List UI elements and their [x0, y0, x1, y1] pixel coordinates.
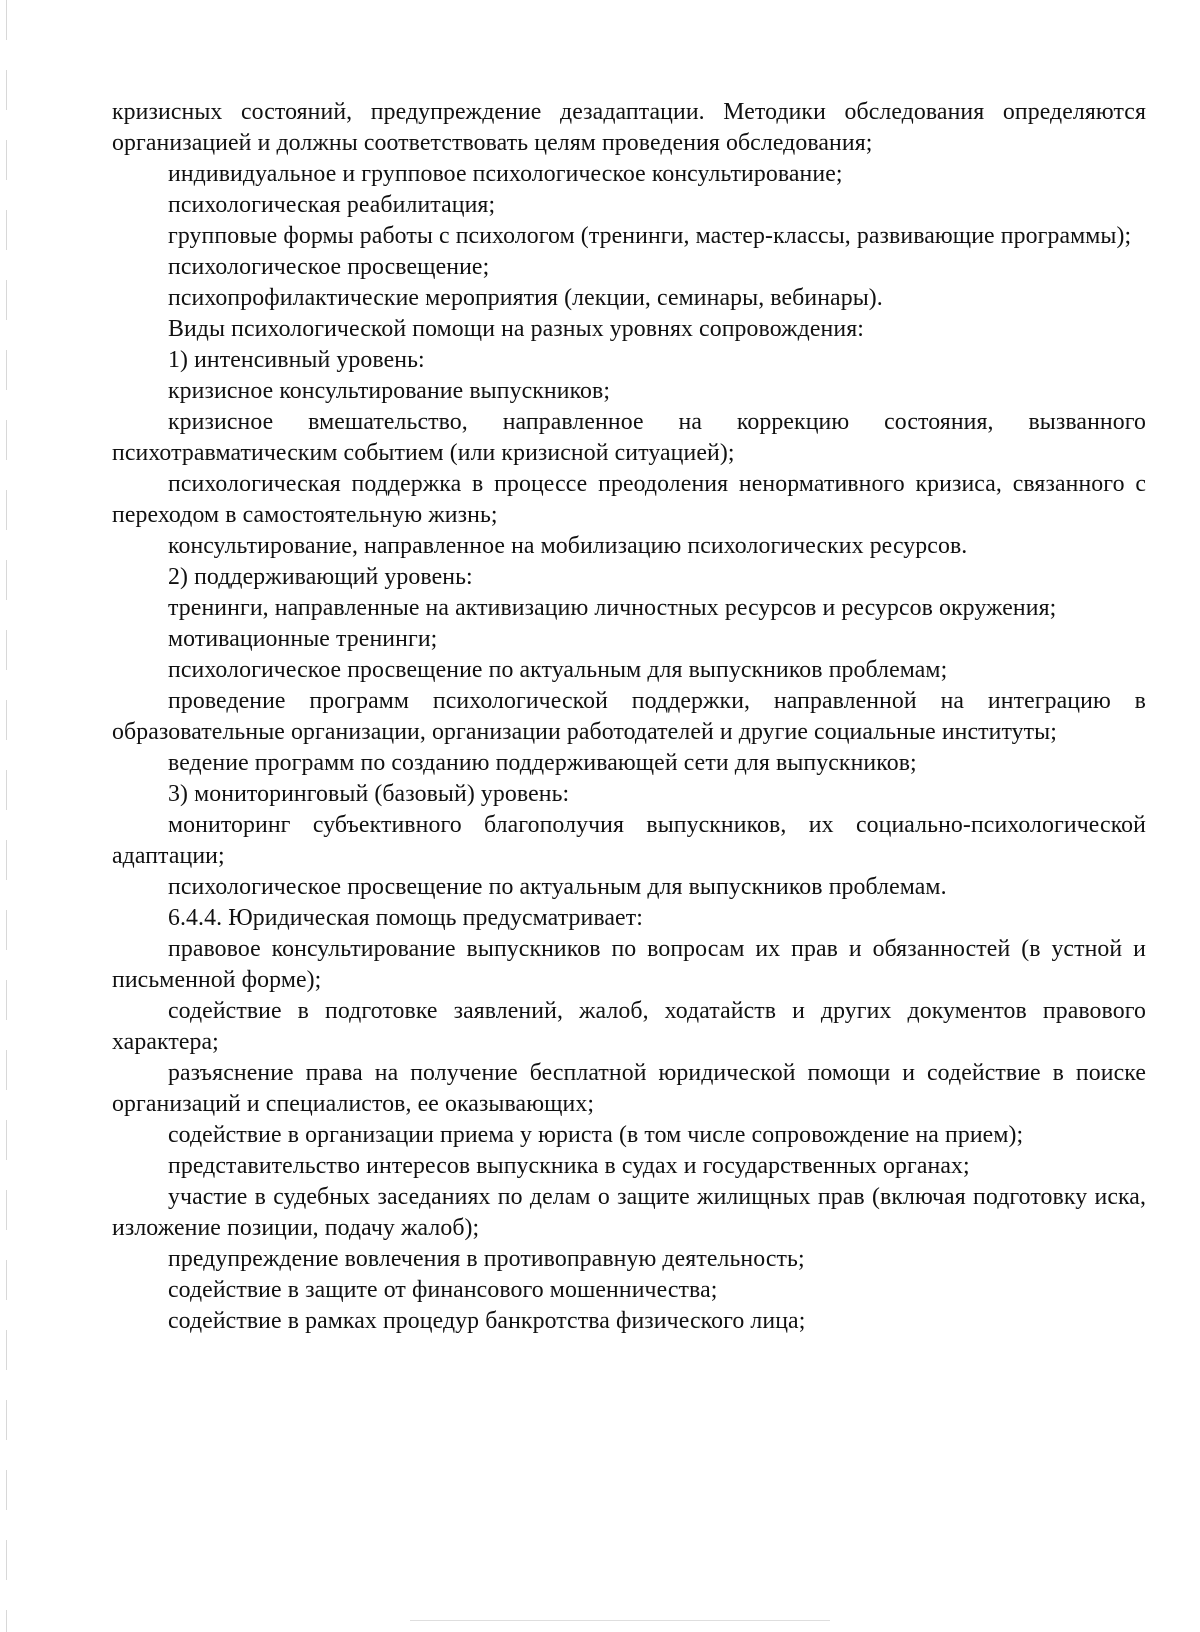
list-item: ведение программ по созданию поддерживающей сети для выпускников; — [168, 750, 917, 776]
list-item: мониторинг субъективного благополучия выпускников, их социально-психологической адаптации; — [112, 812, 1146, 869]
list-item: психологическое просвещение; — [168, 254, 490, 280]
list-item: проведение программ психологической поддержки, направленной на интеграцию в образовательные организации, организации работодателей и другие социальные институты; — [112, 688, 1146, 745]
section-heading: 6.4.4. Юридическая помощь предусматривает: — [168, 905, 643, 931]
scan-bottom-mark — [410, 1620, 830, 1621]
list-item: разъяснение права на получение бесплатной юридической помощи и содействие в поиске организаций и специалистов, ее оказывающих; — [112, 1060, 1146, 1117]
list-item: психопрофилактические мероприятия (лекции, семинары, вебинары). — [168, 285, 883, 311]
list-item: содействие в защите от финансового мошенничества; — [168, 1277, 718, 1303]
level-heading: 1) интенсивный уровень: — [168, 347, 425, 373]
section-intro: Виды психологической помощи на разных уровнях сопровождения: — [168, 316, 864, 342]
list-item: психологическая реабилитация; — [168, 192, 496, 218]
list-item: кризисное вмешательство, направленное на коррекцию состояния, вызванного психотравматическим событием (или кризисной ситуацией); — [112, 409, 1146, 466]
paragraph: кризисных состояний, предупреждение дезадаптации. Методики обследования определяются организацией и должны соответствовать целям проведения обследования; — [112, 99, 1146, 156]
list-item: содействие в подготовке заявлений, жалоб, ходатайств и других документов правового характера; — [112, 998, 1146, 1055]
list-item: содействие в организации приема у юриста (в том числе сопровождение на прием); — [168, 1122, 1024, 1148]
list-item: правовое консультирование выпускников по вопросам их прав и обязанностей (в устной и письменной форме); — [112, 936, 1146, 993]
list-item: предупреждение вовлечения в противоправную деятельность; — [168, 1246, 805, 1272]
list-item: консультирование, направленное на мобилизацию психологических ресурсов. — [168, 533, 968, 559]
list-item: участие в судебных заседаниях по делам о защите жилищных прав (включая подготовку иска, изложение позиции, подачу жалоб); — [112, 1184, 1146, 1241]
scan-edge-mark — [6, 0, 7, 1632]
list-item: групповые формы работы с психологом (тренинги, мастер-классы, развивающие программы); — [168, 223, 1132, 249]
level-heading: 3) мониторинговый (базовый) уровень: — [168, 781, 570, 807]
list-item: психологическая поддержка в процессе преодоления ненормативного кризиса, связанного с переходом в самостоятельную жизнь; — [112, 471, 1146, 528]
list-item: мотивационные тренинги; — [168, 626, 438, 652]
document-body — [112, 97, 1146, 1337]
list-item: индивидуальное и групповое психологическое консультирование; — [168, 161, 843, 187]
list-item: кризисное консультирование выпускников; — [168, 378, 611, 404]
level-heading: 2) поддерживающий уровень: — [168, 564, 473, 590]
list-item: тренинги, направленные на активизацию личностных ресурсов и ресурсов окружения; — [168, 595, 1057, 621]
list-item: представительство интересов выпускника в судах и государственных органах; — [168, 1153, 970, 1179]
list-item: психологическое просвещение по актуальным для выпускников проблемам; — [168, 657, 948, 683]
list-item: содействие в рамках процедур банкротства физического лица; — [168, 1308, 806, 1334]
list-item: психологическое просвещение по актуальным для выпускников проблемам. — [168, 874, 947, 900]
